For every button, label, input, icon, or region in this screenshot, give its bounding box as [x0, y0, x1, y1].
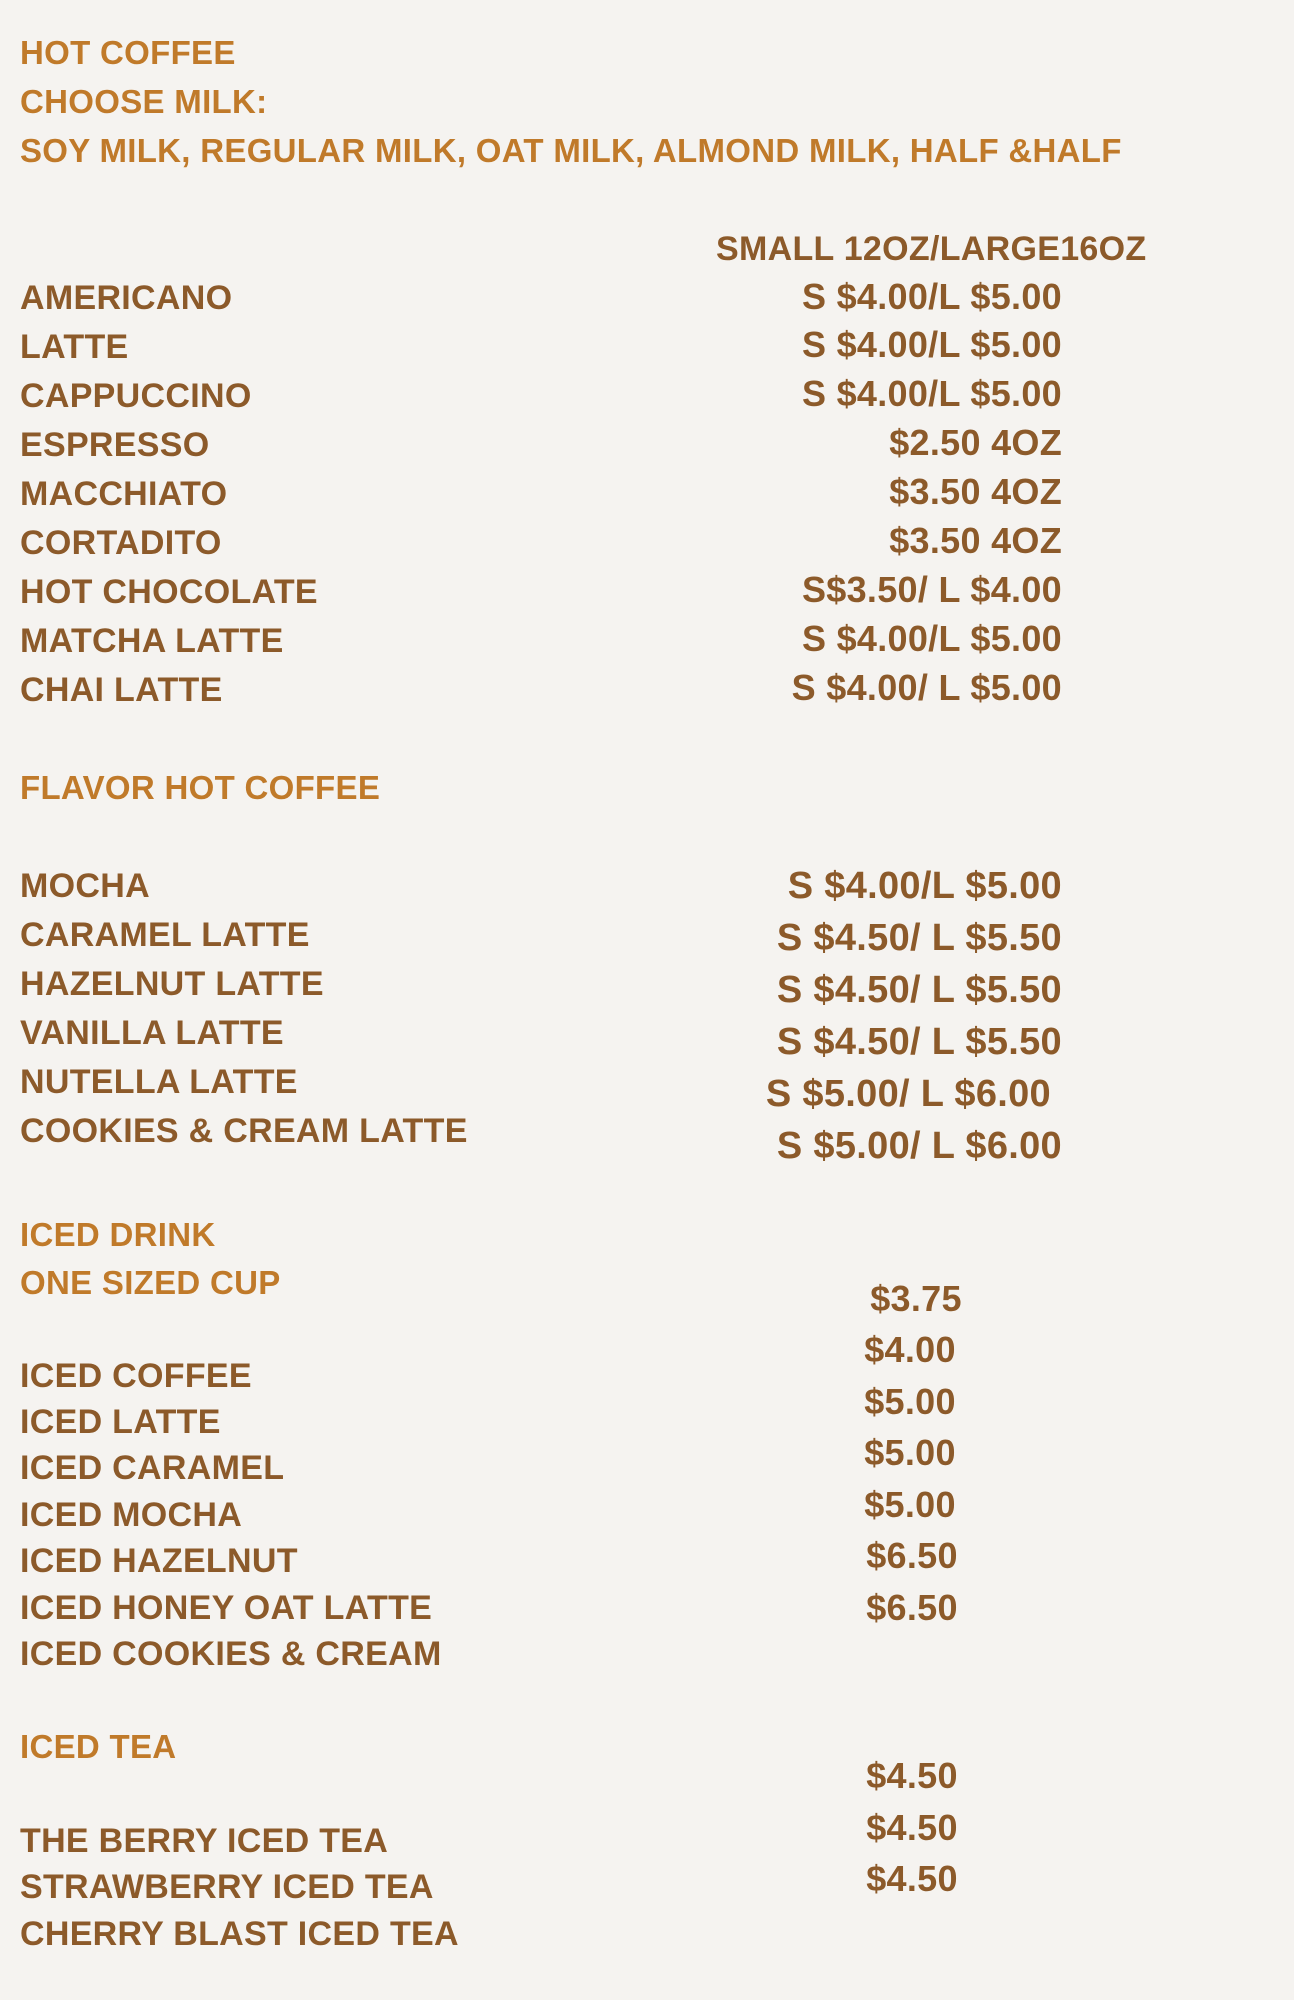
menu-item-price: $2.50 4OZ	[889, 422, 1062, 463]
menu-item-price: $5.00	[864, 1381, 956, 1422]
section-title-iced-drink: ICED DRINK	[20, 1216, 216, 1253]
menu-item-price: S $4.00/L $5.00	[801, 618, 1062, 659]
menu-item-price: $4.50	[866, 1755, 958, 1796]
menu-item-name: MATCHA LATTE	[20, 622, 284, 660]
menu-item-name: COOKIES & CREAM LATTE	[20, 1112, 468, 1150]
menu-item-name: ICED LATTE	[20, 1403, 221, 1441]
menu-item-name: AMERICANO	[20, 279, 233, 317]
menu-item-price: S $4.50/ L $5.50	[776, 969, 1062, 1011]
menu-item-name: CAPPUCCINO	[20, 377, 252, 415]
milk-options: SOY MILK, REGULAR MILK, OAT MILK, ALMOND MILK, HALF &HALF	[20, 132, 1122, 169]
menu-item-price: S $4.00/L $5.00	[801, 324, 1062, 365]
menu-item-price: $3.75	[870, 1278, 962, 1319]
menu-item-price: $6.50	[866, 1587, 958, 1628]
menu-item-name: CORTADITO	[20, 524, 222, 562]
menu-item-name: ICED CARAMEL	[20, 1449, 285, 1487]
section-title-iced-tea: ICED TEA	[20, 1728, 177, 1765]
section-title-flavor-hot-coffee: FLAVOR HOT COFFEE	[20, 769, 381, 806]
menu-item-name: ICED MOCHA	[20, 1496, 243, 1534]
menu-item-name: ESPRESSO	[20, 426, 210, 464]
menu-item-price: S $4.50/ L $5.50	[776, 1021, 1062, 1063]
menu-item-name: NUTELLA LATTE	[20, 1063, 298, 1101]
menu-item-name: ICED HAZELNUT	[20, 1542, 298, 1580]
menu-item-name: ICED COFFEE	[20, 1357, 252, 1395]
menu-item-name: ICED HONEY OAT LATTE	[20, 1589, 433, 1627]
menu-item-name: ICED COOKIES & CREAM	[20, 1635, 442, 1673]
menu-item-price: $4.50	[866, 1858, 958, 1899]
menu-item-price: $4.50	[866, 1807, 958, 1848]
menu-item-price: S $5.00/ L $6.00	[776, 1125, 1062, 1167]
menu-item-price: S $4.00/L $5.00	[787, 865, 1062, 907]
choose-milk-label: CHOOSE MILK:	[20, 83, 268, 120]
menu-item-name: CHERRY BLAST ICED TEA	[20, 1915, 459, 1953]
menu-item-name: MOCHA	[20, 867, 150, 905]
menu-item-price: S $4.00/L $5.00	[801, 373, 1062, 414]
menu-item-name: CARAMEL LATTE	[20, 916, 310, 954]
menu-item-price: S $4.00/L $5.00	[801, 276, 1062, 317]
menu-item-name: HOT CHOCOLATE	[20, 573, 318, 611]
menu-item-price: $3.50 4OZ	[889, 471, 1062, 512]
menu-item-price: S$3.50/ L $4.00	[801, 569, 1062, 610]
menu-item-name: MACCHIATO	[20, 475, 228, 513]
menu-item-price: $6.50	[866, 1535, 958, 1576]
menu-item-price: S $4.50/ L $5.50	[776, 917, 1062, 959]
menu-item-name: STRAWBERRY ICED TEA	[20, 1868, 434, 1906]
menu-item-price: $5.00	[864, 1484, 956, 1525]
menu-item-price: S $4.00/ L $5.00	[791, 667, 1062, 708]
menu-item-price: S $5.00/ L $6.00	[765, 1073, 1051, 1115]
menu-item-name: LATTE	[20, 328, 129, 366]
section-title-hot-coffee: HOT COFFEE	[20, 34, 236, 71]
one-size-label: ONE SIZED CUP	[20, 1264, 281, 1301]
size-header: SMALL 12OZ/LARGE16OZ	[716, 230, 1147, 268]
menu-item-name: VANILLA LATTE	[20, 1014, 284, 1052]
menu-item-name: HAZELNUT LATTE	[20, 965, 324, 1003]
menu-item-price: $5.00	[864, 1432, 956, 1473]
menu-item-price: $3.50 4OZ	[889, 520, 1062, 561]
menu-item-name: THE BERRY ICED TEA	[20, 1822, 389, 1860]
menu-item-name: CHAI LATTE	[20, 671, 223, 709]
menu-item-price: $4.00	[864, 1329, 956, 1370]
